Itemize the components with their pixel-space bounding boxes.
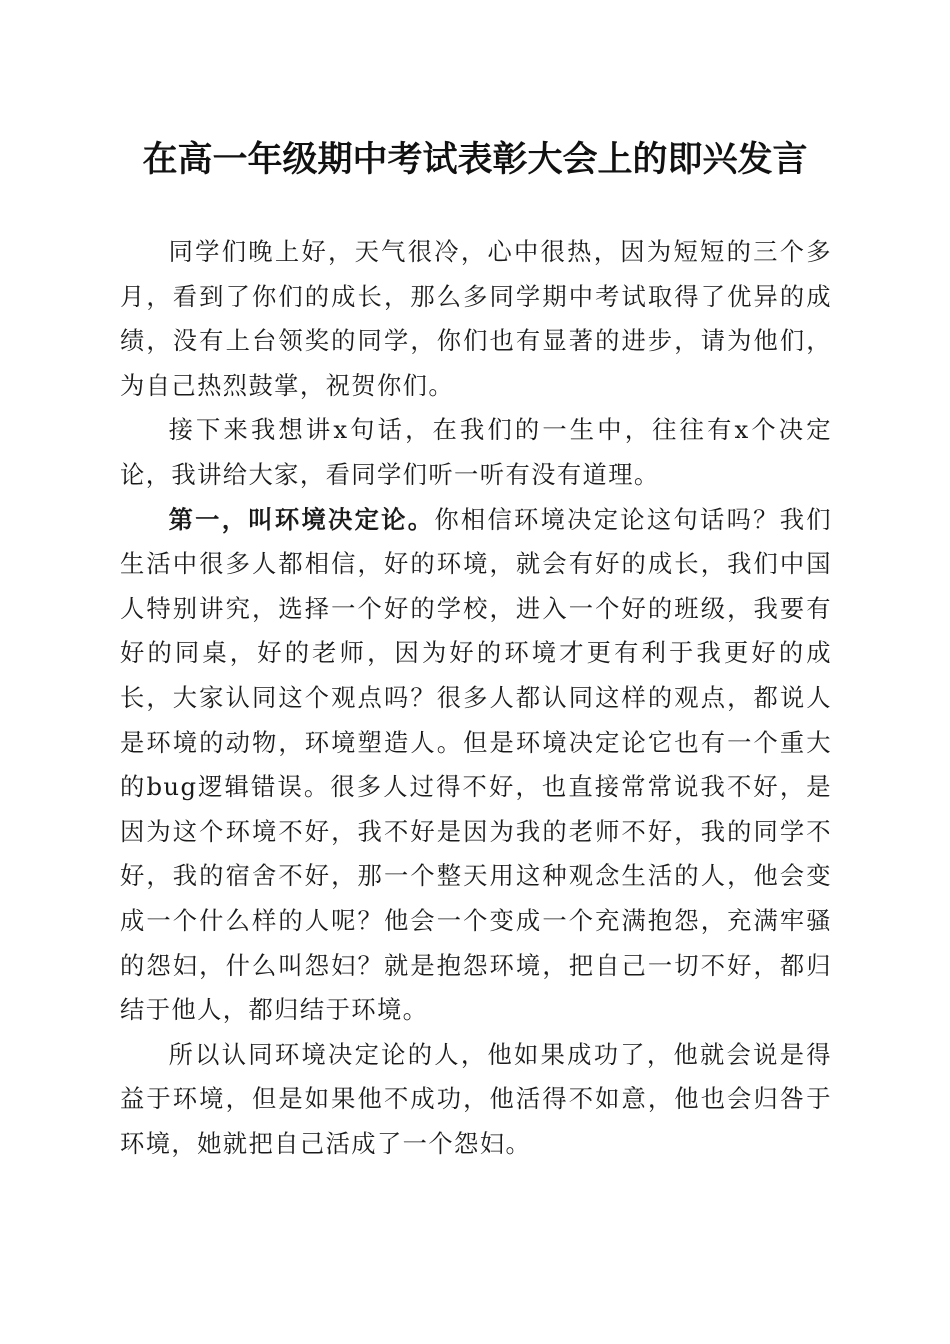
paragraph-lead: 第一，叫环境决定论。 — [168, 504, 435, 534]
paragraph-text: 接下来我想讲x句话，在我们的一生中，往往有x个决定论，我讲给大家，看同学们听一听有没有道理。 — [120, 415, 832, 489]
document-title: 在高一年级期中考试表彰大会上的即兴发言 — [142, 139, 808, 180]
paragraph-2 — [120, 408, 832, 497]
paragraph-text: 同学们晚上好，天气很冷，心中很热，因为短短的三个多月，看到了你们的成长，那么多同学期中考试取得了优异的成绩，没有上台领奖的同学，你们也有显著的进步，请为他们，为自己热烈鼓掌，祝贺你们。 — [120, 237, 832, 400]
paragraph-4 — [120, 1033, 832, 1167]
paragraph-text: 你相信环境决定论这句话吗？我们生活中很多人都相信，好的环境，就会有好的成长，我们中国人特别讲究，选择一个好的学校，进入一个好的班级，我要有好的同桌，好的老师，因为好的环境才更有利于我更好的成长，大家认同这个观点吗？很多人都认同这样的观点，都说人是环境的动物，环境塑造人。但是环境决定论它也有一个重大的bug逻辑错误。很多人过得不好，也直接常常说我不好，是因为这个环境不好，我不好是因为我的老师不好，我的同学不好，我的宿舍不好，那一个整天用这种观念生活的人，他会变成一个什么样的人呢？他会一个变成一个充满抱怨，充满牢骚的怨妇，什么叫怨妇？就是抱怨环境，把自己一切不好，都归结于他人，都归结于环境。 — [120, 504, 833, 1025]
document-body — [120, 230, 832, 1166]
paragraph-1 — [120, 230, 832, 408]
paragraph-text: 所以认同环境决定论的人，他如果成功了，他就会说是得益于环境，但是如果他不成功，他活得不如意，他也会归咎于环境，她就把自己活成了一个怨妇。 — [120, 1039, 832, 1158]
paragraph-3 — [120, 498, 832, 1033]
